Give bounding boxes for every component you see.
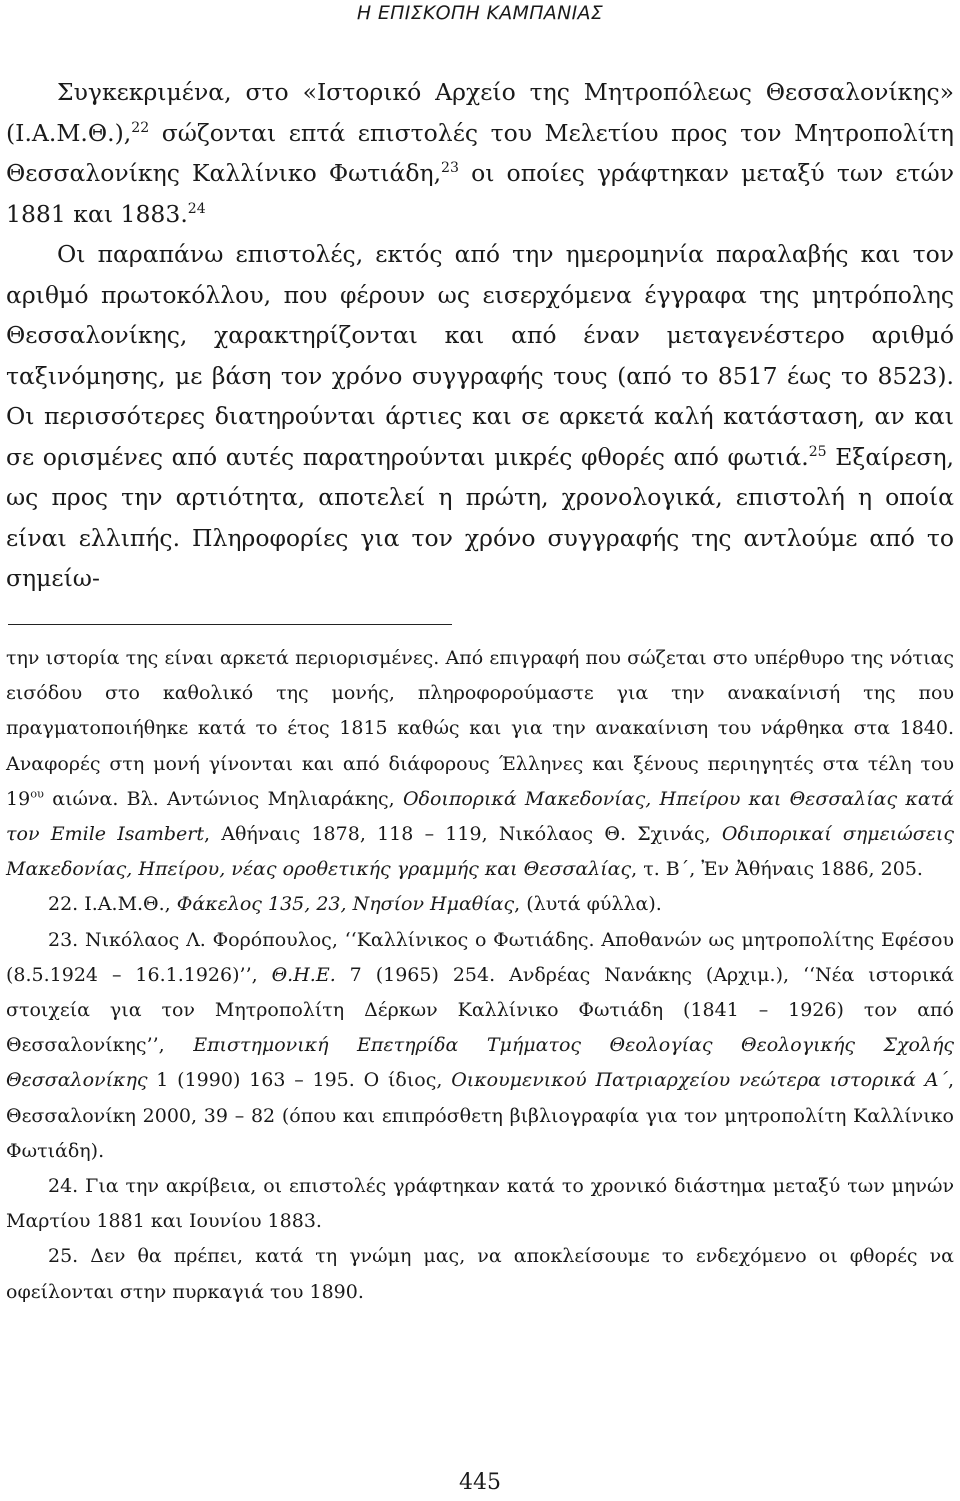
text-run: 7 (1965) 254. Ανδρέας Νανάκης (Αρχιμ.), ‘‘Νέα ιστορικά στοιχεία για τον Μητροπολίτη Δέρκων Καλλίνικο Φωτιάδη (1841 – 1926) τον από Θεσσαλονίκης’’, (6, 963, 954, 1057)
text-run: Οι παραπάνω επιστολές, εκτός από την ημερομηνία παραλαβής και τον αριθμό πρωτοκόλλου, που φέρουν ως εισερχόμενα έγγραφα της μητρόπολης Θεσσαλονίκης, χαρακτηρίζονται και από έναν μεταγενέστερο αριθμό ταξινόμησης, με βάση τον χρόνο συγγραφής τους (από το 8517 έως το 8523). Οι περισσότερες διατηρούνται άρτιες και σε αρκετά καλή κατάσταση, αν και σε ορισμένες από αυτές παρατηρούνται μικρές φθορές από φωτιά. (6, 240, 954, 471)
footnote-number: 25. (48, 1245, 79, 1268)
text-run: σώζονται επτά επιστολές του Μελετίου προς τον Μητροπολίτη Θεσσαλονίκης Καλλίνικο Φωτιάδη, (6, 118, 954, 187)
text-run: Ι.Α.Μ.Θ., (78, 893, 177, 916)
journal-title: Θ.Η.Ε. (271, 963, 336, 986)
footnote-separator (8, 624, 452, 625)
text-run: 1 (1990) 163 – 195. Ο ίδιος, (147, 1069, 452, 1092)
text-run: Για την ακρίβεια, οι επιστολές γράφτηκαν κατά το χρονικό διάστημα μεταξύ των μηνών Μαρτίου 1881 και Ιουνίου 1883. (6, 1175, 954, 1233)
text-run: Δεν θα πρέπει, κατά τη γνώμη μας, να αποκλείσουμε το ενδεχόμενο οι φθορές να οφείλονται στην πυρκαγιά του 1890. (6, 1245, 954, 1303)
footnote-ref-24[interactable]: 24 (187, 200, 206, 217)
book-title: Οικουμενικού Πατριαρχείου νεώτερα ιστορικά Α΄ (451, 1069, 948, 1092)
text-run: Εξαίρεση, ως προς την αρτιότητα, αποτελεί η πρώτη, χρονολογικά, επιστολή η οποία είναι ελλιπής. Πληροφορίες για τον χρόνο συγγραφής της αντλούμε από το σημείω- (6, 442, 955, 592)
body-paragraph-1 (6, 72, 954, 234)
text-run: , τ. Β΄, Ἐν Ἀθήναις 1886, 205. (631, 858, 923, 881)
body-paragraph-2 (6, 234, 954, 599)
footnote-number: 22. (48, 893, 79, 916)
text-run: , Αθήναις 1878, 118 – 119, Νικόλαος Θ. Σχινάς, (203, 823, 722, 846)
footnote-ref-23[interactable]: 23 (441, 160, 459, 177)
footnote-number: 24. (48, 1175, 79, 1198)
main-text (6, 72, 954, 599)
footnote-ref-25[interactable]: 25 (808, 443, 827, 460)
book-title: Οδοιπορικά Μακεδονίας, Ηπείρου και Θεσσαλίας κατά τον Emile Isambert (6, 787, 954, 846)
journal-title: Επιστημονική Επετηρίδα Τμήματος Θεολογίας Θεολογικής Σχολής Θεσσαλονίκης (6, 1034, 954, 1092)
archive-reference: Φάκελος 135, 23, Νησίον Ημαθίας (176, 893, 515, 916)
footnote-ref-22[interactable]: 22 (131, 119, 150, 136)
footnote-continued (6, 641, 954, 887)
text-run: Νικόλαος Λ. Φορόπουλος, ‘‘Καλλίνικος ο Φωτιάδης. Αποθανών ως μητροπολίτης Εφέσου (8.5.1924 – 16.1.1926)’’, (6, 928, 954, 986)
footnote-22 (6, 887, 954, 922)
text-run: οι οποίες γράφτηκαν μεταξύ των ετών 1881 και 1883. (6, 159, 954, 228)
footnotes (6, 641, 954, 1310)
text-run: Συγκεκριμένα, στο «Ιστορικό Αρχείο της Μητροπόλεως Θεσσαλονίκης» (Ι.Α.Μ.Θ.), (6, 78, 954, 147)
footnote-24 (6, 1169, 954, 1239)
text-run: , (λυτά φύλλα). (514, 893, 662, 916)
ordinal-suffix: ου (30, 786, 44, 801)
text-run: την ιστορία της είναι αρκετά περιορισμένες. Από επιγραφή που σώζεται στο υπέρθυρο της νότιας εισόδου στο καθολικό της μονής, πληροφορούμαστε για την ανακαίνισή της που πραγματοποιήθηκε κατά το έτος 1815 καθώς και για την ανακαίνιση του νάρθηκα στα 1840. Αναφορές στη μονή γίνονται και από διάφορους Έλληνες και ξένους περιηγητές στα τέλη του 19 (6, 647, 954, 810)
running-title: Η ΕΠΙΣΚΟΠΗ ΚΑΜΠΑΝΙΑΣ (356, 2, 604, 24)
running-header (0, 0, 960, 26)
text-run: αιώνα. Βλ. Αντώνιος Μηλιαράκης, (43, 787, 403, 810)
page-number: 445 (459, 1470, 501, 1495)
footnote-23 (6, 923, 954, 1169)
book-title: Οδιπορικαί σημειώσεις Μακεδονίας, Ηπείρου, νέας οροθετικής γραμμής και Θεσσαλίας (6, 823, 954, 881)
text-run: , Θεσσαλονίκη 2000, 39 – 82 (όπου και επιπρόσθετη βιβλιογραφία για τον μητροπολίτη Καλλίνικο Φωτιάδη). (6, 1069, 954, 1162)
footnote-25 (6, 1239, 954, 1309)
footnote-number: 23. (48, 928, 79, 951)
